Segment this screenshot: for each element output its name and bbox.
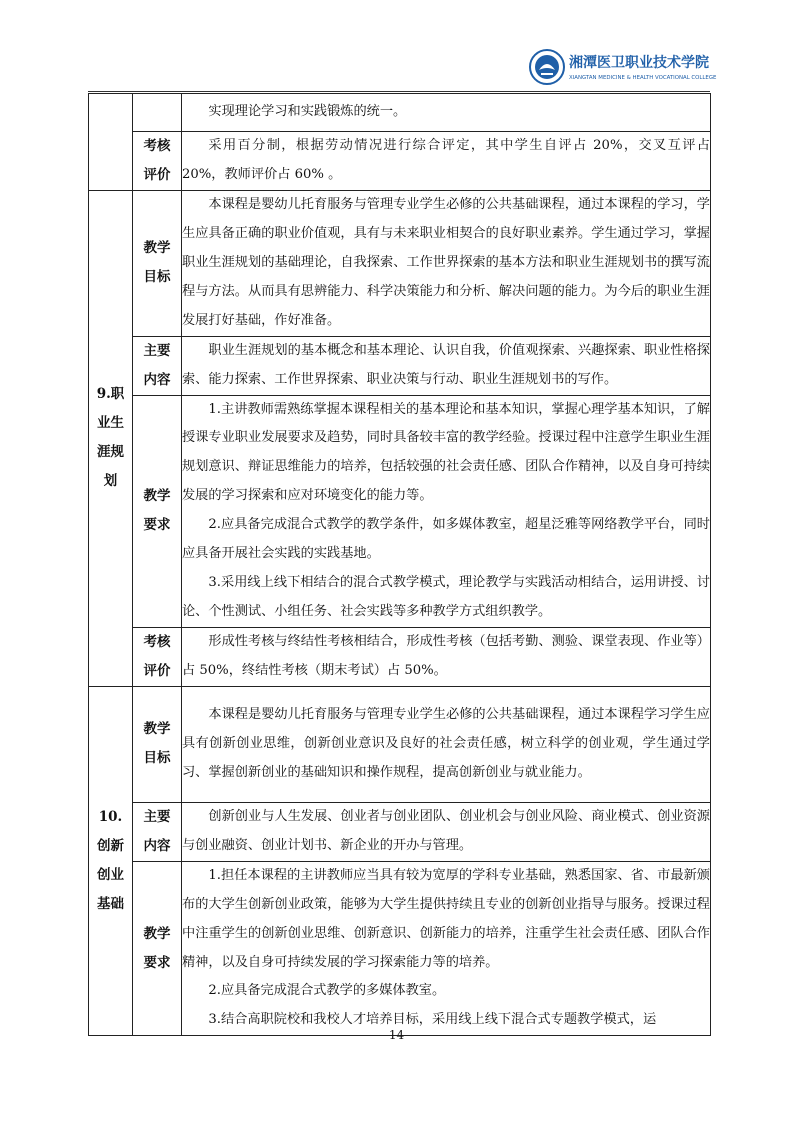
label-cell — [133, 94, 182, 132]
content-cell — [182, 686, 711, 802]
content-cell — [182, 395, 711, 627]
content-text: 形成性考核与终结性考核相结合，形成性考核（包括考勤、测验、课堂表现、作业等）占 50%，终结性考核（期末考试）占 50%。 — [182, 633, 710, 678]
page-number: 14 — [388, 1028, 405, 1042]
label-cell — [133, 686, 182, 802]
content-cell — [182, 336, 711, 395]
label-line: 内容 — [143, 837, 171, 854]
course-cell-10 — [89, 686, 133, 1035]
label-line: 目标 — [143, 750, 171, 767]
table-row — [89, 395, 711, 627]
table-row — [89, 94, 711, 132]
school-name-cn: 湘潭医卫职业技术学院 — [569, 55, 709, 71]
table-row — [89, 191, 711, 337]
content-cell — [182, 861, 711, 1035]
label-cell — [133, 802, 182, 861]
label-line: 考核 — [143, 138, 171, 154]
content-text: 1.担任本课程的主讲教师应当具有较为宽厚的学科专业基础，熟悉国家、省、市最新颁布的大学生创新创业政策，能够为大学生提供持续且专业的创新创业指导与服务。授课过程中注重学生的创新创业思维、创新意识、创新能力的培养，注重学生社会责任感、团队合作精神，以及自身可持续发展的学习探索能力等的培养。 — [182, 867, 710, 970]
table-row — [89, 336, 711, 395]
content-cell — [182, 132, 711, 191]
label-line: 教学 — [143, 240, 171, 257]
content-text: 创新创业与人生发展、创业者与创业团队、创业机会与创业风险、商业模式、创业资源与创业融资、创业计划书、新企业的开办与管理。 — [182, 808, 710, 853]
label-cell — [133, 861, 182, 1035]
content-cell — [182, 94, 711, 132]
table-row — [89, 686, 711, 802]
course-name-line: 涯规 — [97, 444, 124, 461]
content-text: 3.采用线上线下相结合的混合式教学模式，理论教学与实践活动相结合，运用讲授、讨论、个性测试、小组任务、社会实践等多种教学方式组织教学。 — [182, 574, 710, 619]
label-cell — [133, 191, 182, 337]
label-cell — [133, 336, 182, 395]
content-cell — [182, 802, 711, 861]
label-line: 要求 — [143, 954, 171, 971]
curriculum-table — [88, 93, 711, 1036]
label-line: 教学 — [143, 721, 171, 738]
content-text: 本课程是婴幼儿托育服务与管理专业学生必修的公共基础课程，通过本课程的学习，学生应具备正确的职业价值观，具有与未来职业相契合的良好职业素养。学生通过学习，掌握职业生涯规划的基础理论，自我探索、工作世界探索的基本方法和职业生涯规划书的撰写流程与方法。从而具有思辨能力、科学决策能力和分析、解决问题的能力。为今后的职业生涯发展打好基础，作好准备。 — [182, 197, 710, 328]
course-name-line: 业生 — [97, 415, 124, 432]
table-row — [89, 802, 711, 861]
label-line: 评价 — [143, 662, 171, 679]
content-text: 职业生涯规划的基本概念和基本理论、认识自我，价值观探索、兴趣探索、职业性格探索、能力探索、工作世界探索、职业决策与行动、职业生涯规划书的写作。 — [182, 342, 710, 387]
content-text: 实现理论学习和实践锻炼的统一。 — [208, 104, 407, 120]
course-name-line: 10. — [98, 809, 123, 825]
label-line: 目标 — [143, 269, 171, 286]
content-text: 本课程是婴幼儿托育服务与管理专业学生必修的公共基础课程，通过本课程学习学生应具有创新创业思维，创新创业意识及良好的社会责任感，树立科学的创业观，学生通过学习、掌握创新创业的基础知识和操作规程，提高创新创业与就业能力。 — [182, 706, 710, 780]
course-name-line: 基础 — [97, 896, 124, 912]
label-line: 要求 — [143, 517, 171, 534]
label-line: 考核 — [143, 633, 171, 650]
label-line: 评价 — [143, 167, 171, 183]
content-text: 采用百分制，根据劳动情况进行综合评定，其中学生自评占 20%，交叉互评占 20%，教师评价占 60% 。 — [182, 138, 710, 182]
header-rule — [88, 91, 710, 92]
content-cell — [182, 191, 711, 337]
label-line: 主要 — [143, 342, 171, 359]
label-line: 教学 — [143, 488, 171, 505]
school-name-en: XIANGTAN MEDICINE & HEALTH VOCATIONAL COLLEGE — [569, 75, 717, 81]
label-cell — [133, 395, 182, 627]
label-line: 教学 — [143, 925, 171, 942]
course-cell-9 — [89, 191, 133, 687]
table-row — [89, 627, 711, 686]
course-cell-prev — [89, 94, 133, 191]
course-name-line: 9.职 — [96, 386, 125, 403]
label-cell — [133, 627, 182, 686]
content-cell — [182, 627, 711, 686]
content-text: 2.应具备完成混合式教学的多媒体教室。 — [208, 983, 446, 999]
label-cell — [133, 132, 182, 191]
label-line: 主要 — [143, 808, 171, 825]
content-text: 2.应具备完成混合式教学的教学条件，如多媒体教室，超星泛雅等网络教学平台，同时应具备开展社会实践的实践基地。 — [182, 517, 710, 562]
course-name-line: 创业 — [97, 867, 124, 883]
course-name-line: 划 — [103, 473, 118, 490]
label-line: 内容 — [143, 371, 171, 388]
school-logo — [527, 46, 727, 92]
table-row — [89, 132, 711, 191]
content-text: 1.主讲教师需熟练掌握本课程相关的基本理论和基本知识，掌握心理学基本知识，了解授课专业职业发展要求及趋势，同时具备较丰富的教学经验。授课过程中注意学生职业生涯规划意识、辩证思维能力的培养，包括较强的社会责任感、团队合作精神，以及自身可持续发展的学习探索和应对环境变化的能力等。 — [182, 401, 710, 504]
course-name-line: 创新 — [97, 838, 124, 854]
content-text: 3.结合高职院校和我校人才培养目标，采用线上线下混合式专题教学模式，运 — [208, 1012, 657, 1028]
table-row — [89, 861, 711, 1035]
